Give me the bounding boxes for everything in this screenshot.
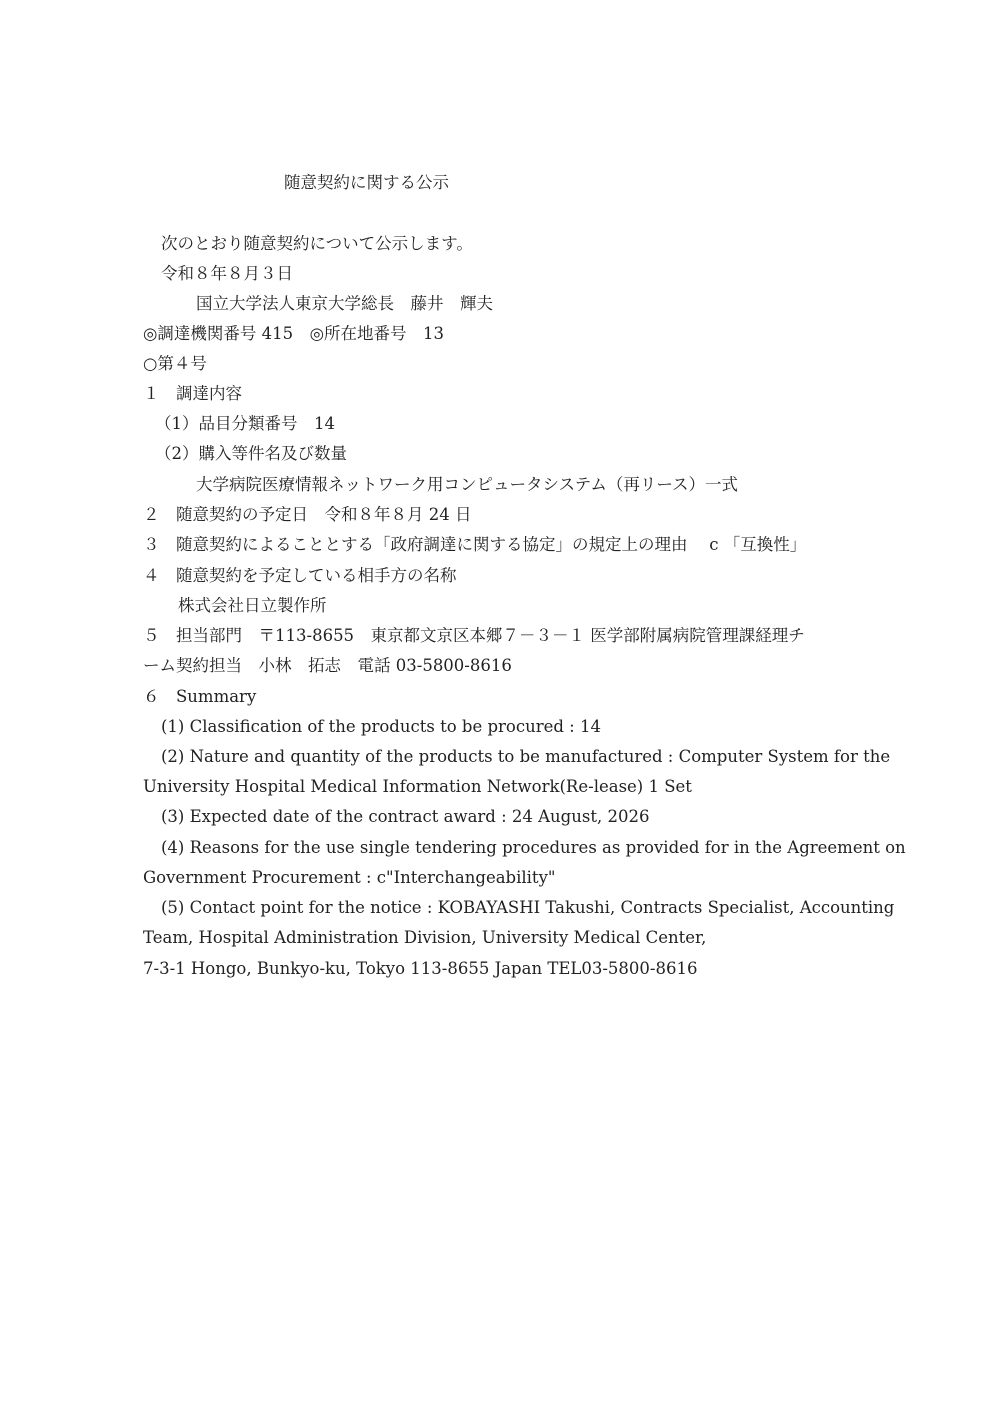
intro-text: 次のとおり随意契約について公示します。 [161,234,473,253]
page-title: 随意契約に関する公示 [284,173,449,192]
issuer-name: 国立大学法人東京大学総長 藤井 輝夫 [196,294,493,313]
summary-item-4-line-1: (4) Reasons for the use single tendering procedures as provided for in the Agreement on [161,838,906,857]
section-5-line-2: ーム契約担当 小林 拓志 電話 03-5800-8616 [143,656,512,675]
summary-item-2-line-1: (2) Nature and quantity of the products to be manufactured : Computer System for the [161,747,891,766]
section-1-2-item: 大学病院医療情報ネットワーク用コンピュータシステム（再リース）一式 [196,475,739,494]
section-1-heading: １ 調達内容 [143,384,242,403]
summary-item-5-line-3: 7-3-1 Hongo, Bunkyo-ku, Tokyo 113-8655 Japan TEL03-5800-8616 [143,959,698,978]
section-4-name: 株式会社日立製作所 [178,596,327,615]
section-1-1: （1）品目分類番号 14 [155,414,335,433]
summary-item-2-line-2: University Hospital Medical Information Network(Re-lease) 1 Set [143,777,692,796]
section-2: ２ 随意契約の予定日 令和８年８月 24 日 [143,505,472,524]
summary-item-1: (1) Classification of the products to be procured : 14 [161,717,601,736]
procurement-codes: ◎調達機関番号 415 ◎所在地番号 13 [143,324,445,343]
notice-number: ○第４号 [143,354,207,373]
summary-heading: ６ Summary [143,687,257,706]
section-3: ３ 随意契約によることとする「政府調達に関する協定」の規定上の理由 c 「互換性」 [143,535,807,554]
section-5-line-1: ５ 担当部門 〒113-8655 東京都文京区本郷７－３－１ 医学部附属病院管理課経理チ [143,626,805,645]
section-1-2: （2）購入等件名及び数量 [155,444,347,463]
summary-item-4-line-2: Government Procurement : c"Interchangeability" [143,868,556,887]
notice-date: 令和８年８月３日 [161,264,293,283]
summary-item-5-line-2: Team, Hospital Administration Division, University Medical Center, [143,928,707,947]
summary-item-3: (3) Expected date of the contract award : 24 August, 2026 [161,807,650,826]
summary-item-5-line-1: (5) Contact point for the notice : KOBAYASHI Takushi, Contracts Specialist, Accounting [161,898,895,917]
section-4: ４ 随意契約を予定している相手方の名称 [143,566,457,585]
